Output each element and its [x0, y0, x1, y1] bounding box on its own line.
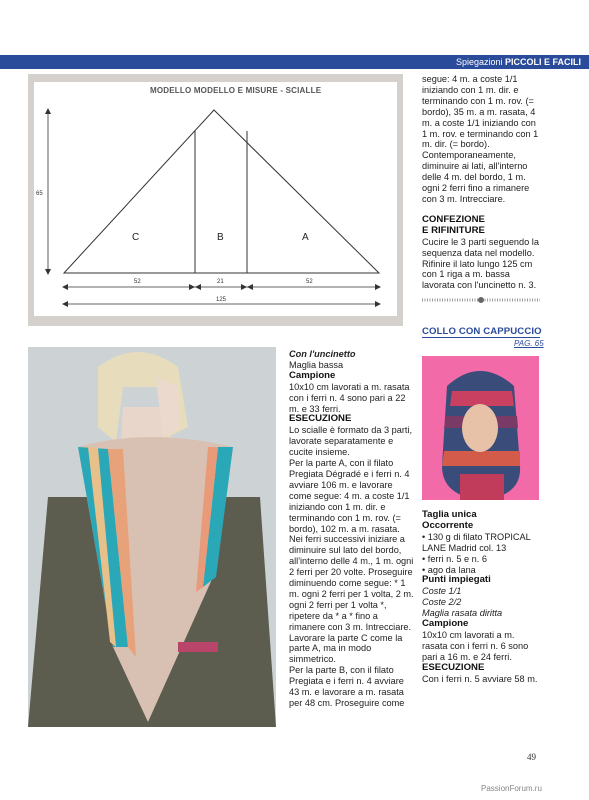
- campione-text-2: 10x10 cm lavorati a m. rasata con i ferri n. 6 sono pari a 16 m. e 24 ferri.: [422, 629, 529, 662]
- right-column-top: [422, 74, 542, 291]
- esecuzione-heading: ESECUZIONE: [289, 413, 352, 425]
- header-title: [456, 56, 581, 68]
- occorrente-heading: Occorrente: [422, 519, 474, 531]
- width-mid-label: 21: [217, 279, 224, 285]
- page-number: 49: [527, 752, 536, 762]
- schematic-panel: [28, 74, 403, 326]
- part-a-label: A: [302, 232, 309, 243]
- confezione-heading-2: E RIFINITURE: [422, 224, 485, 236]
- part-c-label: C: [132, 232, 140, 243]
- taglia-heading: Taglia unica: [422, 509, 477, 520]
- technique-subtitle: Maglia bassa: [289, 359, 344, 370]
- header-section: PICCOLI E FACILI: [504, 57, 581, 67]
- collo-title: COLLO CON CAPPUCCIO: [422, 326, 542, 337]
- arrow-down: [45, 269, 51, 275]
- arrow-right: [241, 284, 247, 290]
- technique-title: Con l'uncinetto: [289, 349, 356, 359]
- esecuzione-text-2: Con i ferri n. 5 avviare 58 m.: [422, 673, 538, 684]
- arrow-right: [375, 284, 381, 290]
- width-left-label: 52: [134, 279, 141, 285]
- punti-item-1: Coste 1/1: [422, 586, 462, 597]
- width-right-label: 52: [306, 279, 313, 285]
- parte-c-text: Lavorare la parte C come la parte A, ma in modo simmetrico.: [289, 632, 403, 665]
- shawl-diagram: [34, 82, 397, 316]
- campione-heading: Campione: [289, 369, 336, 381]
- campione-heading-2: Campione: [422, 618, 469, 630]
- collo-underline: [422, 337, 540, 338]
- arrow-left: [62, 301, 68, 307]
- watermark: PassionForum.ru: [481, 784, 542, 793]
- esecuzione-text: Lo scialle è formato da 3 parti, lavorate separatamente e cucite insieme.: [289, 425, 413, 458]
- arrow-right: [189, 284, 195, 290]
- occorrente-item-3: • ago da lana: [422, 564, 476, 575]
- shawl-triangle: [64, 110, 379, 273]
- campione-text: 10x10 cm lavorati a m. rasata con i ferri n. 4 sono pari a 22 m. e 33 ferri.: [289, 381, 410, 414]
- parte-b-text: Per la parte B, con il filato Pregiata e i ferri n. 4 avviare 43 m. e lavorare a m. rasata per 48 cm. Proseguire come: [289, 665, 405, 708]
- arrow-right: [375, 301, 381, 307]
- arrow-left: [247, 284, 253, 290]
- middle-column: [289, 349, 415, 709]
- shawl-photo-art: [28, 347, 276, 727]
- shawl-photo: [28, 347, 276, 727]
- occorrente-item-1: • 130 g di filato TROPICAL LANE Madrid col. 13: [422, 531, 531, 553]
- collo-page-link[interactable]: PAG. 65: [514, 339, 544, 348]
- esecuzione-heading-2: ESECUZIONE: [422, 661, 485, 673]
- width-total-label: 125: [216, 297, 227, 303]
- hood-photo: [422, 356, 539, 500]
- hood-photo-art: [422, 356, 539, 500]
- height-label: 65: [36, 191, 43, 197]
- part-b-label: B: [217, 232, 224, 243]
- header-prefix: Spiegazioni: [455, 57, 505, 67]
- confezione-heading-1: CONFEZIONE: [422, 213, 485, 225]
- schematic-title: MODELLO MODELLO E MISURE - SCIALLE: [150, 86, 322, 95]
- arrow-up: [45, 108, 51, 114]
- occorrente-item-2: • ferri n. 5 e n. 6: [422, 553, 488, 564]
- punti-heading: Punti impiegati: [422, 574, 491, 586]
- parte-a-text: Per la parte A, con il filato Pregiata Dégradé e i ferri n. 4 avviare 106 m. e lavorare come segue: 4 m. a coste 1/1 iniziando con 1 m. dir. e terminando con 1 m. rov. (= bordo), 102 m. a m. rasata. Nei ferri successivi iniziare a diminuire sul lato del bordo, all'interno delle 4 m., 1 m. ogni 2 ferri per 20 volte. Proseguire diminuendo come segue: * 1 m. ogni 2 ferri per 1 volta, 2 m. ogni 2 ferri per 1 volta *, ripetere da * a * fino a rimanere con 3 m. Intrecciare.: [289, 458, 414, 632]
- right-column-bottom: [422, 510, 542, 685]
- punti-item-3: Maglia rasata diritta: [422, 608, 503, 619]
- section-divider: [422, 297, 540, 303]
- punti-item-2: Coste 2/2: [422, 597, 462, 608]
- continuation-text: segue: 4 m. a coste 1/1 iniziando con 1 m. dir. e terminando con 1 m. rov. (= bordo), 35 m. a m. rasata, 4 m. a coste 1/1 iniziando con 1 m. rov. e terminando con 1 m. dir. (= bordo). Contemporaneamente, diminuire ai lati, all'interno delle 4 m. del bordo, 1 m. ogni 2 ferri fino a rimanere con 3 m. Intrecciare.: [422, 74, 539, 204]
- arrow-left: [62, 284, 68, 290]
- confezione-text: Cucire le 3 parti seguendo la sequenza data nel modello. Rifinire il lato lungo 125 cm con 1 riga a m. bassa lavorata con l'uncinetto n. 3.: [422, 236, 539, 291]
- arrow-left: [195, 284, 201, 290]
